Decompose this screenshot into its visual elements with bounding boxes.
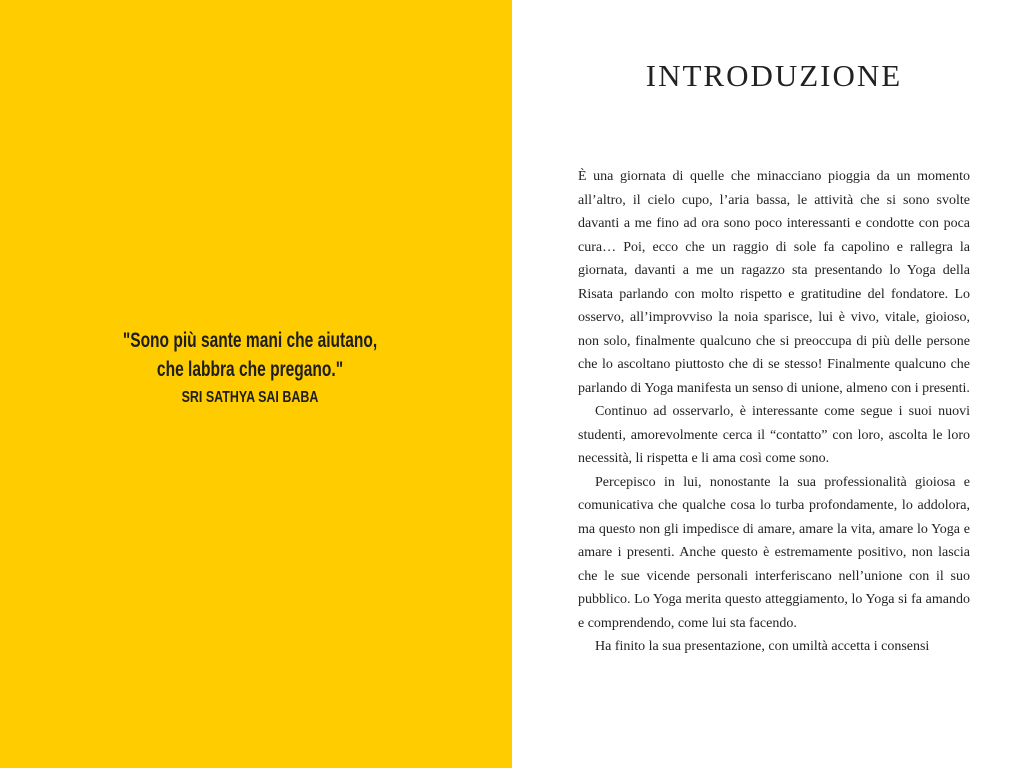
right-page	[512, 0, 1024, 768]
quote-line-2: che labbra che pregano."	[156, 358, 344, 381]
paragraph-2: Continuo ad osservarlo, è interessante come segue i suoi nuovi studenti, amorevolmente cerca il “contatto” con loro, ascolta le loro necessità, li rispetta e li ama così come sono.	[578, 404, 970, 466]
paragraph-4: Ha finito la sua presentazione, con umiltà accetta i consensi	[595, 639, 930, 654]
body-text	[578, 165, 970, 659]
paragraph-3: Percepisco in lui, nonostante la sua professionalità gioiosa e comunicativa che qualche cosa lo turba profondamente, lo addolora, ma questo non gli impedisce di amare, amare la vita, amare lo Yoga e amare i presenti. Anche questo è estremamente positivo, non lascia che le sue vicende personali interferiscano nell’unione con il suo pubblico. Lo Yoga merita questo atteggiamento, lo Yoga si fa amando e comprendendo, come lui sta facendo.	[578, 474, 970, 631]
quote-line-1: "Sono più sante mani che aiutano,	[122, 329, 378, 352]
paragraph-1: È una giornata di quelle che minacciano pioggia da un momento all’altro, il cielo cupo, l’aria bassa, le attività che si sono svolte davanti a me fino ad ora sono poco interessanti e condotte con poca cura… Poi, ecco che un raggio di sole fa capolino e rallegra la giornata, davanti a me un ragazzo sta presentando lo Yoga della Risata parlando con molto rispetto e gratitudine del fondatore. Lo osservo, all’improvviso la noia sparisce, lui è vivo, vitale, gioioso, non solo, finalmente qualcuno che si preoccupa di più delle persone che lo ascoltano piuttosto che di se stesso! Finalmente qualcuno che parlando di Yoga manifesta un senso di unione, almeno con i presenti.	[578, 169, 970, 396]
quote-author: SRI SATHYA SAI BABA	[181, 389, 319, 406]
chapter-title: INTRODUZIONE	[645, 58, 903, 93]
epigraph-quote	[0, 326, 500, 410]
